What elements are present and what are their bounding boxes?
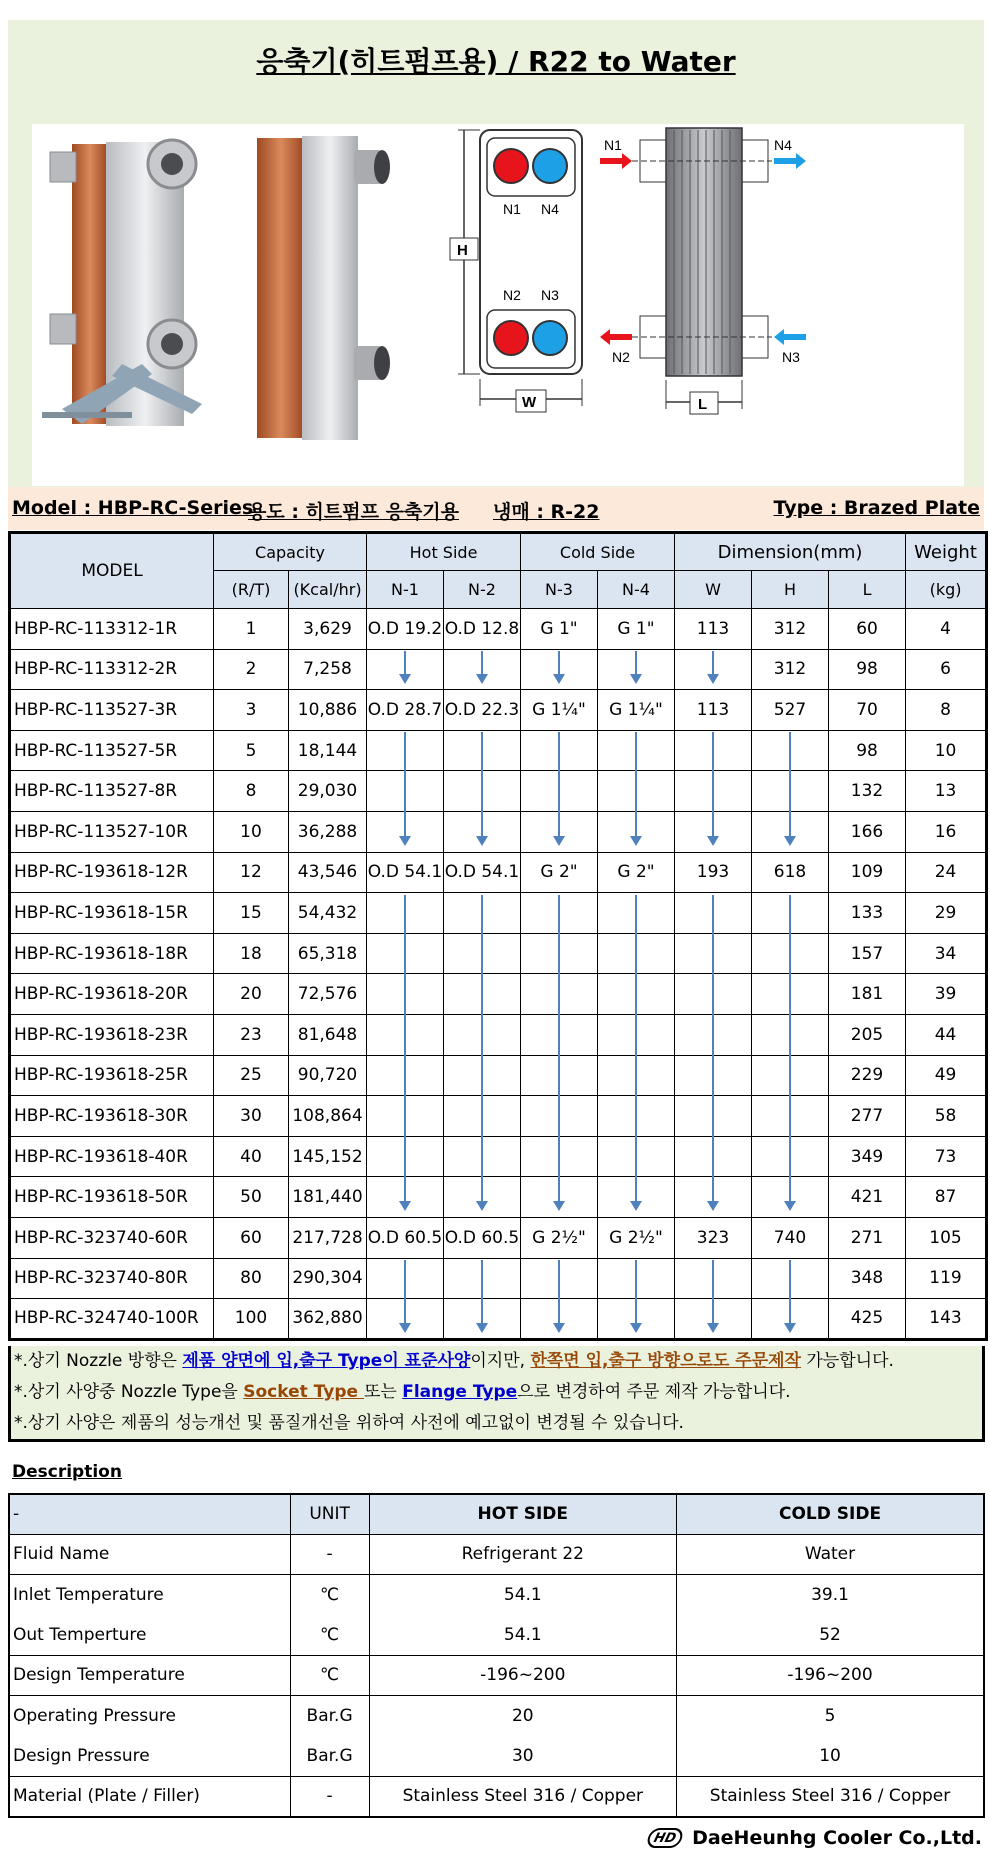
- cell-kg: 39: [906, 974, 987, 1015]
- desc-cell-item: Material (Plate / Filler): [9, 1776, 290, 1816]
- desc-row: [9, 1574, 984, 1614]
- nozzle-label-n1: N1: [503, 201, 521, 217]
- arrow-head-icon: [476, 836, 488, 846]
- header-n3: N-3: [521, 571, 598, 609]
- cell-model: HBP-RC-193618-20R: [10, 974, 214, 1015]
- arrow-head-icon: [399, 674, 411, 684]
- table-row: [10, 852, 987, 893]
- cell-kg: 143: [906, 1299, 987, 1340]
- footer: [648, 1827, 982, 1849]
- cell-n1: O.D 28.7: [367, 690, 444, 731]
- table-row: [10, 771, 987, 812]
- cell-kcal: 3,629: [289, 609, 367, 650]
- down-arrow-icon: [635, 895, 637, 1202]
- cell-rt: 20: [214, 974, 289, 1015]
- desc-cell-hot: Stainless Steel 316 / Copper: [369, 1776, 676, 1816]
- note-line-3: *.상기 사양은 제품의 성능개선 및 품질개선을 위하여 사전에 예고없이 변경될 수 있습니다.: [14, 1413, 684, 1433]
- side-label-n1: N1: [604, 137, 622, 153]
- cell-n1: O.D 60.5: [367, 1217, 444, 1258]
- cell-kcal: 7,258: [289, 649, 367, 690]
- cell-h: 312: [752, 649, 829, 690]
- side-label-n3: N3: [782, 349, 800, 365]
- arrow-head-icon: [707, 1323, 719, 1333]
- cell-kcal: 108,864: [289, 1096, 367, 1137]
- cell-model: HBP-RC-323740-60R: [10, 1217, 214, 1258]
- arrow-head-icon: [630, 1201, 642, 1211]
- cell-n1: O.D 54.1: [367, 852, 444, 893]
- cell-n2: O.D 60.5: [444, 1217, 521, 1258]
- cell-model: HBP-RC-113527-5R: [10, 730, 214, 771]
- cell-model: HBP-RC-193618-23R: [10, 1014, 214, 1055]
- cell-rt: 80: [214, 1258, 289, 1299]
- cell-model: HBP-RC-193618-25R: [10, 1055, 214, 1096]
- cell-model: HBP-RC-113312-2R: [10, 649, 214, 690]
- header-n2: N-2: [444, 571, 521, 609]
- cell-h: 618: [752, 852, 829, 893]
- arrow-head-icon: [553, 674, 565, 684]
- header-n4: N-4: [598, 571, 675, 609]
- cell-l: 166: [829, 811, 906, 852]
- company-name: DaeHeunhg Cooler Co.,Ltd.: [692, 1827, 982, 1849]
- cell-rt: 1: [214, 609, 289, 650]
- cell-rt: 18: [214, 933, 289, 974]
- cell-rt: 8: [214, 771, 289, 812]
- arrow-head-icon: [784, 1323, 796, 1333]
- type-label: Type : Brazed Plate: [773, 497, 980, 519]
- desc-row: [9, 1534, 984, 1574]
- cell-kcal: 290,304: [289, 1258, 367, 1299]
- cell-kcal: 181,440: [289, 1177, 367, 1218]
- cell-kcal: 54,432: [289, 893, 367, 934]
- cell-rt: 15: [214, 893, 289, 934]
- note-text: *.상기 사양중 Nozzle Type을: [14, 1382, 244, 1402]
- company-logo: HD: [645, 1828, 684, 1848]
- desc-header-unit: UNIT: [290, 1494, 369, 1534]
- cell-kcal: 65,318: [289, 933, 367, 974]
- cell-rt: 5: [214, 730, 289, 771]
- down-arrow-icon: [712, 651, 714, 674]
- desc-cell-unit: ℃: [290, 1615, 369, 1655]
- header-h: H: [752, 571, 829, 609]
- note-text: *.상기 Nozzle 방향은: [14, 1351, 183, 1371]
- note-text: 으로 변경하여 주문 제작 가능합니다.: [517, 1382, 791, 1402]
- table-row: [10, 1217, 987, 1258]
- cell-n2: O.D 54.1: [444, 852, 521, 893]
- desc-cell-unit: Bar.G: [290, 1696, 369, 1736]
- cell-model: HBP-RC-193618-50R: [10, 1177, 214, 1218]
- cell-l: 349: [829, 1136, 906, 1177]
- cell-kcal: 217,728: [289, 1217, 367, 1258]
- down-arrow-icon: [481, 895, 483, 1202]
- nozzle-label-n4: N4: [541, 201, 559, 217]
- desc-cell-item: Design Temperature: [9, 1655, 290, 1695]
- notes-panel: [8, 1346, 985, 1442]
- cell-rt: 12: [214, 852, 289, 893]
- down-arrow-icon: [789, 895, 791, 1202]
- table-row: [10, 690, 987, 731]
- cell-kg: 44: [906, 1014, 987, 1055]
- header-cold-side: Cold Side: [521, 533, 675, 571]
- table-row: [10, 1258, 987, 1299]
- header-weight: Weight: [906, 533, 987, 571]
- header-panel: [8, 20, 984, 487]
- desc-header-item: -: [9, 1494, 290, 1534]
- product-image-panel: [32, 124, 964, 486]
- cell-model: HBP-RC-323740-80R: [10, 1258, 214, 1299]
- down-arrow-icon: [558, 895, 560, 1202]
- cell-rt: 25: [214, 1055, 289, 1096]
- desc-cell-hot: 54.1: [369, 1574, 676, 1614]
- arrow-head-icon: [476, 1201, 488, 1211]
- desc-cell-unit: ℃: [290, 1574, 369, 1614]
- arrow-head-icon: [784, 836, 796, 846]
- table-row: [10, 1055, 987, 1096]
- cell-kcal: 81,648: [289, 1014, 367, 1055]
- cell-l: 229: [829, 1055, 906, 1096]
- cell-rt: 23: [214, 1014, 289, 1055]
- header-capacity: Capacity: [214, 533, 367, 571]
- desc-cell-item: Operating Pressure: [9, 1696, 290, 1736]
- down-arrow-icon: [712, 895, 714, 1202]
- cell-rt: 2: [214, 649, 289, 690]
- note-line-1: [14, 1346, 982, 1377]
- side-label-n2: N2: [612, 349, 630, 365]
- cell-l: 271: [829, 1217, 906, 1258]
- cell-kcal: 362,880: [289, 1299, 367, 1340]
- cell-l: 70: [829, 690, 906, 731]
- cell-kcal: 72,576: [289, 974, 367, 1015]
- cell-rt: 60: [214, 1217, 289, 1258]
- note-highlight-standard: 제품 양면에 입,출구 Type이 표준사양: [182, 1351, 471, 1371]
- desc-row: [9, 1696, 984, 1736]
- desc-cell-unit: ℃: [290, 1655, 369, 1695]
- cell-n2: O.D 12.8: [444, 609, 521, 650]
- cell-kg: 13: [906, 771, 987, 812]
- desc-cell-item: Design Pressure: [9, 1736, 290, 1776]
- cell-l: 132: [829, 771, 906, 812]
- cell-model: HBP-RC-113527-10R: [10, 811, 214, 852]
- cell-model: HBP-RC-193618-18R: [10, 933, 214, 974]
- desc-row: [9, 1615, 984, 1655]
- cell-kcal: 36,288: [289, 811, 367, 852]
- side-view-diagram: [600, 128, 806, 414]
- cell-kg: 49: [906, 1055, 987, 1096]
- cell-l: 98: [829, 730, 906, 771]
- table-row: [10, 1177, 987, 1218]
- cell-kg: 34: [906, 933, 987, 974]
- desc-row: [9, 1655, 984, 1695]
- down-arrow-icon: [404, 651, 406, 674]
- nozzle-label-n2: N2: [503, 287, 521, 303]
- table-row: [10, 1136, 987, 1177]
- cell-n4: G 2": [598, 852, 675, 893]
- table-row: [10, 933, 987, 974]
- down-arrow-icon: [404, 732, 406, 836]
- cell-l: 98: [829, 649, 906, 690]
- cell-kg: 24: [906, 852, 987, 893]
- cell-kg: 4: [906, 609, 987, 650]
- arrow-head-icon: [553, 1201, 565, 1211]
- down-arrow-icon: [404, 895, 406, 1202]
- desc-cell-item: Inlet Temperature: [9, 1574, 290, 1614]
- down-arrow-icon: [712, 1260, 714, 1323]
- desc-cell-unit: -: [290, 1534, 369, 1574]
- cell-n4: G 1¼": [598, 690, 675, 731]
- page-title: 응축기(히트펌프용) / R22 to Water: [256, 45, 736, 78]
- cell-l: 348: [829, 1258, 906, 1299]
- note-text: 이지만,: [470, 1351, 531, 1371]
- table-row: [10, 811, 987, 852]
- flanged-exchanger-photo: [42, 140, 202, 426]
- down-arrow-icon: [789, 1260, 791, 1323]
- cell-kg: 8: [906, 690, 987, 731]
- cell-l: 157: [829, 933, 906, 974]
- down-arrow-icon: [481, 651, 483, 674]
- cell-model: HBP-RC-193618-15R: [10, 893, 214, 934]
- description-title: Description: [12, 1462, 122, 1482]
- down-arrow-icon: [481, 732, 483, 836]
- cell-model: HBP-RC-113527-8R: [10, 771, 214, 812]
- threaded-exchanger-photo: [257, 136, 390, 440]
- desc-cell-cold: 39.1: [677, 1574, 984, 1614]
- down-arrow-icon: [558, 651, 560, 674]
- dimension-label-h: H: [457, 242, 468, 259]
- cell-l: 109: [829, 852, 906, 893]
- down-arrow-icon: [481, 1260, 483, 1323]
- desc-cell-hot: 20: [369, 1696, 676, 1736]
- cell-rt: 30: [214, 1096, 289, 1137]
- product-illustration: [32, 124, 964, 486]
- arrow-head-icon: [553, 1323, 565, 1333]
- desc-cell-unit: -: [290, 1776, 369, 1816]
- desc-cell-cold: Stainless Steel 316 / Copper: [677, 1776, 984, 1816]
- table-row: [10, 649, 987, 690]
- cell-kg: 119: [906, 1258, 987, 1299]
- cell-l: 205: [829, 1014, 906, 1055]
- note-highlight-custom: 한쪽면 입,출구 방향으로도 주문제작: [530, 1351, 801, 1371]
- arrow-head-icon: [630, 836, 642, 846]
- cell-model: HBP-RC-324740-100R: [10, 1299, 214, 1340]
- arrow-head-icon: [399, 1323, 411, 1333]
- header-l: L: [829, 571, 906, 609]
- cell-model: HBP-RC-193618-30R: [10, 1096, 214, 1137]
- dimension-label-w: W: [522, 394, 537, 411]
- side-label-n4: N4: [774, 137, 792, 153]
- cell-model: HBP-RC-113312-1R: [10, 609, 214, 650]
- down-arrow-icon: [558, 1260, 560, 1323]
- cell-kcal: 43,546: [289, 852, 367, 893]
- model-info-bar: [8, 487, 984, 530]
- desc-cell-item: Fluid Name: [9, 1534, 290, 1574]
- nozzle-label-n3: N3: [541, 287, 559, 303]
- cell-kg: 87: [906, 1177, 987, 1218]
- front-view-diagram: [450, 130, 582, 412]
- cell-n3: G 2½": [521, 1217, 598, 1258]
- desc-cell-cold: Water: [677, 1534, 984, 1574]
- refrigerant-label: 냉매 : R-22: [493, 501, 600, 523]
- desc-cell-cold: -196~200: [677, 1655, 984, 1695]
- desc-cell-hot: 54.1: [369, 1615, 676, 1655]
- cell-kcal: 90,720: [289, 1055, 367, 1096]
- cell-kg: 105: [906, 1217, 987, 1258]
- cell-kcal: 29,030: [289, 771, 367, 812]
- cell-h: 740: [752, 1217, 829, 1258]
- desc-cell-cold: 10: [677, 1736, 984, 1776]
- down-arrow-icon: [789, 732, 791, 836]
- cell-l: 421: [829, 1177, 906, 1218]
- header-rt: (R/T): [214, 571, 289, 609]
- arrow-head-icon: [399, 836, 411, 846]
- down-arrow-icon: [635, 1260, 637, 1323]
- cell-h: 527: [752, 690, 829, 731]
- down-arrow-icon: [558, 732, 560, 836]
- cell-kg: 6: [906, 649, 987, 690]
- model-series-label: Model : HBP-RC-Series: [12, 497, 254, 519]
- desc-row: [9, 1776, 984, 1816]
- cell-n4: G 2½": [598, 1217, 675, 1258]
- desc-row: [9, 1736, 984, 1776]
- cell-kcal: 145,152: [289, 1136, 367, 1177]
- cell-w: 193: [675, 852, 752, 893]
- desc-cell-cold: 52: [677, 1615, 984, 1655]
- desc-cell-hot: 30: [369, 1736, 676, 1776]
- table-row: [10, 1014, 987, 1055]
- arrow-head-icon: [476, 1323, 488, 1333]
- desc-cell-hot: -196~200: [369, 1655, 676, 1695]
- cell-w: 113: [675, 690, 752, 731]
- cell-rt: 50: [214, 1177, 289, 1218]
- desc-header-cold: COLD SIDE: [677, 1494, 984, 1534]
- arrow-head-icon: [707, 836, 719, 846]
- note-line-2: [14, 1377, 982, 1408]
- cell-model: HBP-RC-193618-12R: [10, 852, 214, 893]
- cell-l: 425: [829, 1299, 906, 1340]
- arrow-head-icon: [630, 1323, 642, 1333]
- cell-kg: 16: [906, 811, 987, 852]
- cell-model: HBP-RC-113527-3R: [10, 690, 214, 731]
- cell-rt: 3: [214, 690, 289, 731]
- cell-kcal: 10,886: [289, 690, 367, 731]
- table-row: [10, 893, 987, 934]
- cell-w: 323: [675, 1217, 752, 1258]
- header-hot-side: Hot Side: [367, 533, 521, 571]
- cell-l: 277: [829, 1096, 906, 1137]
- cell-rt: 100: [214, 1299, 289, 1340]
- arrow-head-icon: [630, 674, 642, 684]
- cell-h: 312: [752, 609, 829, 650]
- arrow-head-icon: [707, 674, 719, 684]
- cell-kg: 58: [906, 1096, 987, 1137]
- desc-cell-unit: Bar.G: [290, 1736, 369, 1776]
- header-kg: (kg): [906, 571, 987, 609]
- cell-kg: 29: [906, 893, 987, 934]
- note-highlight-socket: Socket Type: [243, 1382, 364, 1402]
- header-w: W: [675, 571, 752, 609]
- desc-cell-hot: Refrigerant 22: [369, 1534, 676, 1574]
- cell-l: 133: [829, 893, 906, 934]
- table-row: [10, 1096, 987, 1137]
- cell-rt: 10: [214, 811, 289, 852]
- cell-w: 113: [675, 609, 752, 650]
- description-table: [8, 1493, 985, 1818]
- arrow-head-icon: [476, 674, 488, 684]
- note-highlight-flange: Flange Type: [402, 1382, 518, 1402]
- spec-table: [8, 531, 988, 1341]
- note-text: 가능합니다.: [800, 1351, 894, 1371]
- cell-n4: G 1": [598, 609, 675, 650]
- desc-cell-item: Out Temperture: [9, 1615, 290, 1655]
- cell-l: 181: [829, 974, 906, 1015]
- usage-label: 용도 : 히트펌프 응축기용: [248, 501, 459, 523]
- table-row: [10, 974, 987, 1015]
- header-n1: N-1: [367, 571, 444, 609]
- cell-rt: 40: [214, 1136, 289, 1177]
- note-text: 또는: [363, 1382, 403, 1402]
- arrow-head-icon: [553, 836, 565, 846]
- table-row: [10, 609, 987, 650]
- cell-kg: 10: [906, 730, 987, 771]
- header-kcal: (Kcal/hr): [289, 571, 367, 609]
- cell-n3: G 1": [521, 609, 598, 650]
- cell-l: 60: [829, 609, 906, 650]
- table-row: [10, 1299, 987, 1340]
- arrow-head-icon: [707, 1201, 719, 1211]
- table-row: [10, 730, 987, 771]
- cell-n2: O.D 22.3: [444, 690, 521, 731]
- desc-header-hot: HOT SIDE: [369, 1494, 676, 1534]
- cell-n3: G 1¼": [521, 690, 598, 731]
- cell-kcal: 18,144: [289, 730, 367, 771]
- arrow-head-icon: [784, 1201, 796, 1211]
- down-arrow-icon: [712, 732, 714, 836]
- dimension-label-l: L: [698, 396, 708, 413]
- header-dimension: Dimension(mm): [675, 533, 906, 571]
- cell-kg: 73: [906, 1136, 987, 1177]
- cell-n1: O.D 19.2: [367, 609, 444, 650]
- down-arrow-icon: [635, 732, 637, 836]
- header-model: MODEL: [10, 533, 214, 609]
- cell-model: HBP-RC-193618-40R: [10, 1136, 214, 1177]
- desc-cell-cold: 5: [677, 1696, 984, 1736]
- down-arrow-icon: [404, 1260, 406, 1323]
- down-arrow-icon: [635, 651, 637, 674]
- cell-n3: G 2": [521, 852, 598, 893]
- arrow-head-icon: [399, 1201, 411, 1211]
